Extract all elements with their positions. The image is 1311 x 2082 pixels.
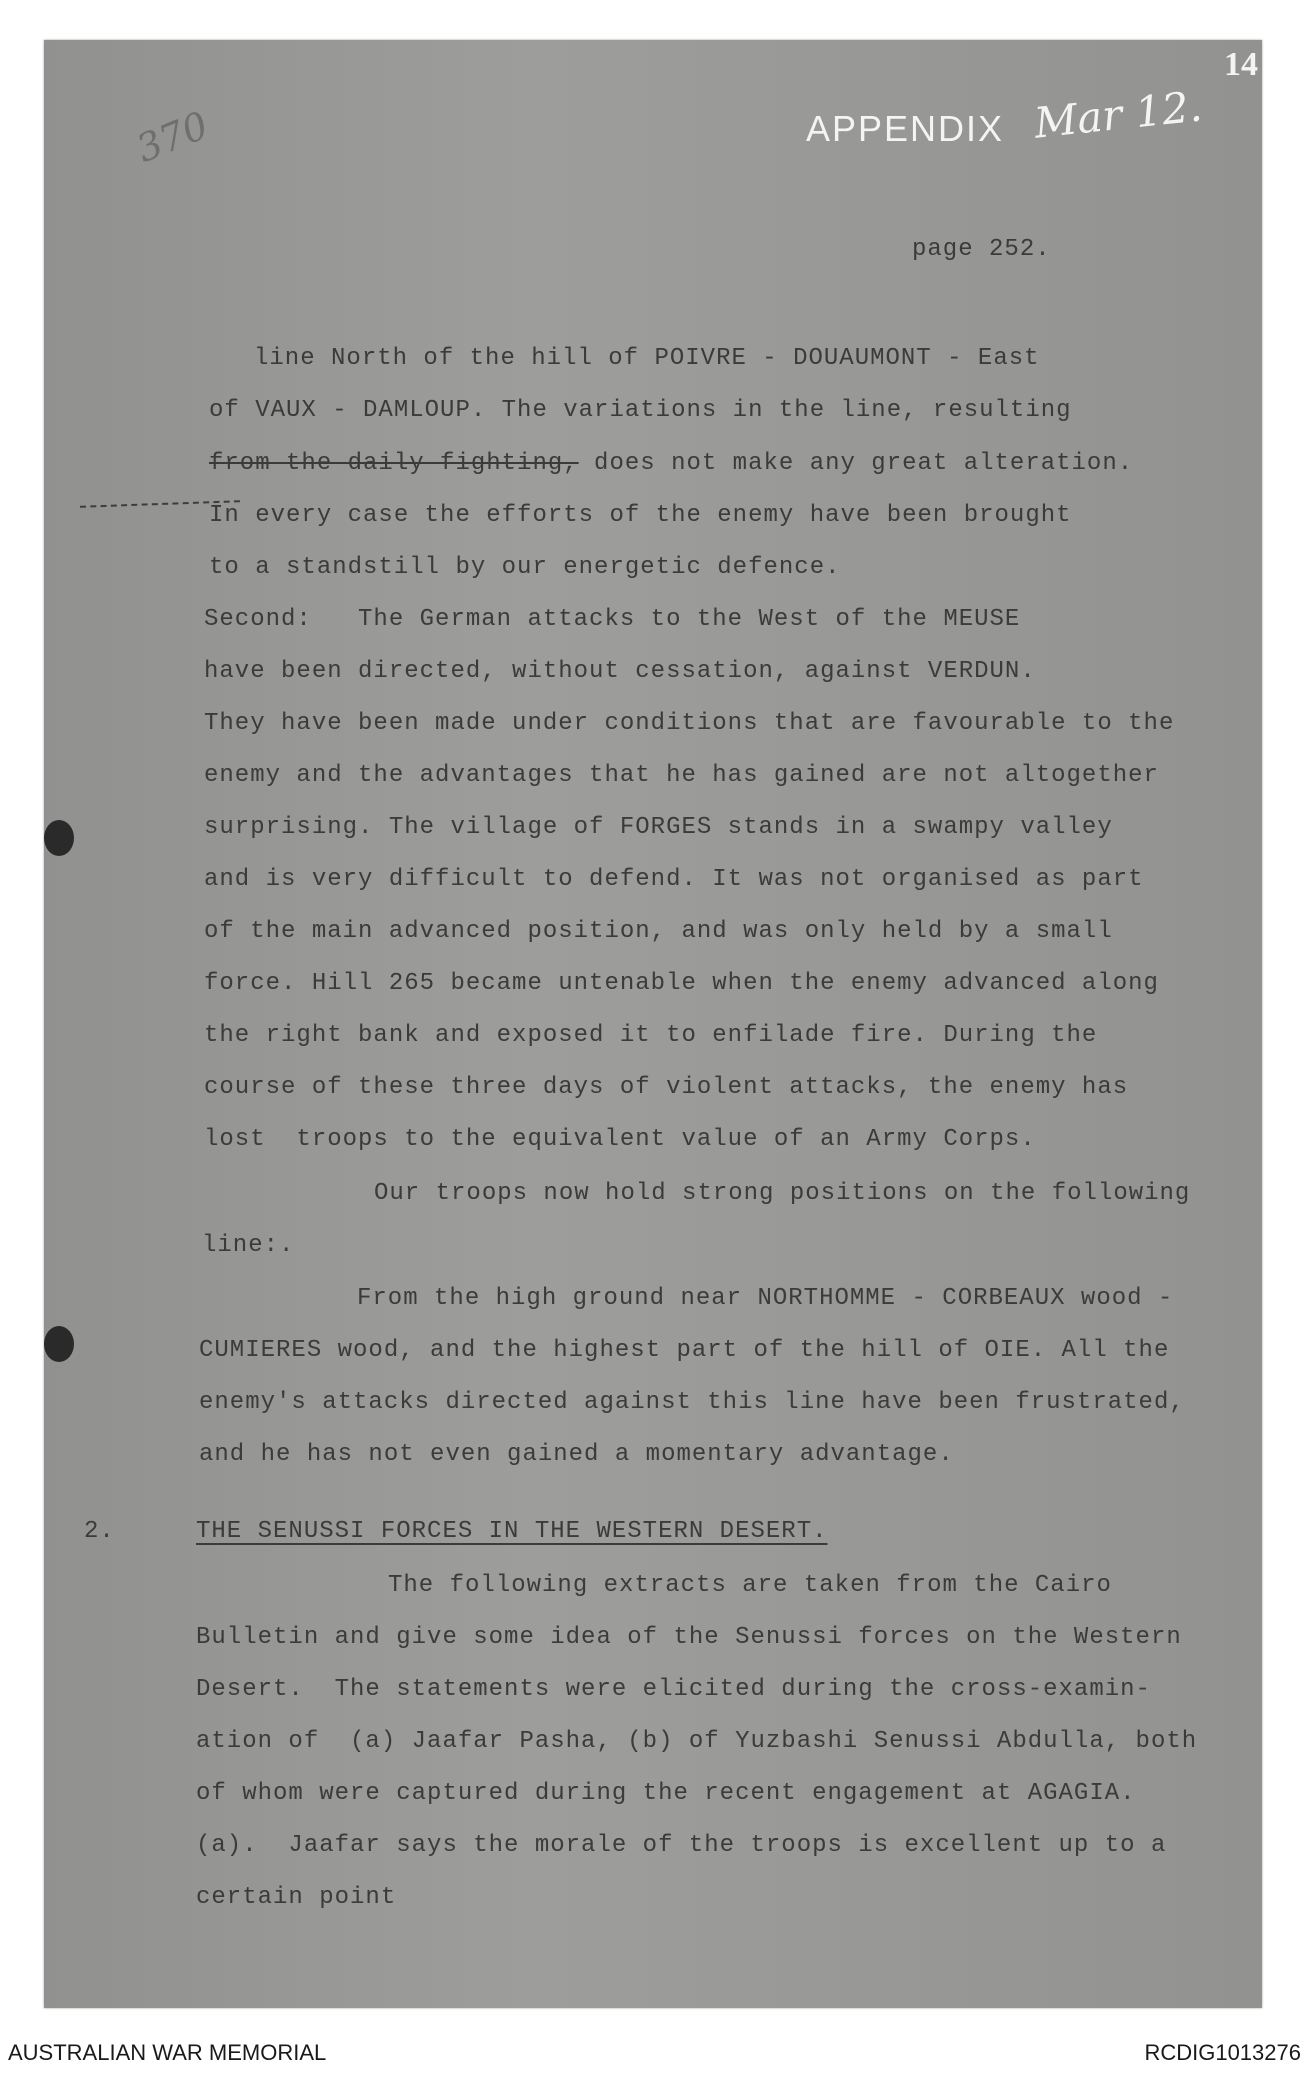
text-line: ation of (a) Jaafar Pasha, (b) of Yuzbashi Senussi Abdulla, both bbox=[196, 1728, 1198, 1755]
text-line: Our troops now hold strong positions on the following bbox=[374, 1180, 1191, 1207]
text-line: the right bank and exposed it to enfilade fire. During the bbox=[204, 1022, 1098, 1049]
text-line: to a standstill by our energetic defence. bbox=[209, 554, 841, 581]
struck-text: from the daily fighting, bbox=[209, 450, 579, 477]
text-span: does not make any great alteration. bbox=[578, 450, 1134, 477]
text-line: have been directed, without cessation, against VERDUN. bbox=[204, 658, 1036, 685]
footer-id: RCDIG1013276 bbox=[1144, 2040, 1301, 2065]
document-page bbox=[44, 40, 1262, 2008]
text-line: CUMIERES wood, and the highest part of the hill of OIE. All the bbox=[199, 1337, 1170, 1364]
section-heading: THE SENUSSI FORCES IN THE WESTERN DESERT. bbox=[196, 1518, 828, 1545]
text-line: They have been made under conditions that are favourable to the bbox=[204, 710, 1175, 737]
text-line: enemy and the advantages that he has gained are not altogether bbox=[204, 762, 1159, 789]
text-line: course of these three days of violent attacks, the enemy has bbox=[204, 1074, 1129, 1101]
text-line: certain point bbox=[196, 1884, 397, 1911]
pin-hole bbox=[44, 1326, 74, 1362]
page-reference: page 252. bbox=[912, 236, 1051, 263]
text-line: lost troops to the equivalent value of an Army Corps. bbox=[204, 1126, 1036, 1153]
text-line: Bulletin and give some idea of the Senussi forces on the Western bbox=[196, 1624, 1182, 1651]
text-line: of the main advanced position, and was only held by a small bbox=[204, 918, 1113, 945]
text-line: enemy's attacks directed against this line have been frustrated, bbox=[199, 1389, 1185, 1416]
text-line: line North of the hill of POIVRE - DOUAUMONT - East bbox=[254, 345, 1040, 372]
text-line: and he has not even gained a momentary advantage. bbox=[199, 1441, 954, 1468]
text-line: In every case the efforts of the enemy have been brought bbox=[209, 502, 1072, 529]
text-line bbox=[209, 450, 1133, 477]
handwritten-date: Mar 12. bbox=[1031, 81, 1205, 148]
pin-hole bbox=[44, 820, 74, 856]
text-line: of whom were captured during the recent engagement at AGAGIA. bbox=[196, 1780, 1136, 1807]
footer-source: AUSTRALIAN WAR MEMORIAL bbox=[8, 2040, 327, 2065]
appendix-stamp: APPENDIX bbox=[806, 108, 1005, 149]
section-number: 2. bbox=[84, 1518, 115, 1545]
text-line: line:. bbox=[202, 1232, 295, 1259]
text-line: of VAUX - DAMLOUP. The variations in the line, resulting bbox=[209, 397, 1072, 424]
text-line: force. Hill 265 became untenable when the enemy advanced along bbox=[204, 970, 1159, 997]
text-line: and is very difficult to defend. It was not organised as part bbox=[204, 866, 1144, 893]
folio-number: 14 bbox=[1224, 46, 1258, 83]
text-line: (a). Jaafar says the morale of the troops is excellent up to a bbox=[196, 1832, 1167, 1859]
handwritten-number: 370 bbox=[130, 103, 215, 171]
text-line: The following extracts are taken from the Cairo bbox=[388, 1572, 1112, 1599]
text-line: Second: The German attacks to the West of the MEUSE bbox=[204, 606, 1021, 633]
text-line: surprising. The village of FORGES stands in a swampy valley bbox=[204, 814, 1113, 841]
text-line: From the high ground near NORTHOMME - CORBEAUX wood - bbox=[357, 1285, 1174, 1312]
text-line: Desert. The statements were elicited during the cross-examin- bbox=[196, 1676, 1151, 1703]
